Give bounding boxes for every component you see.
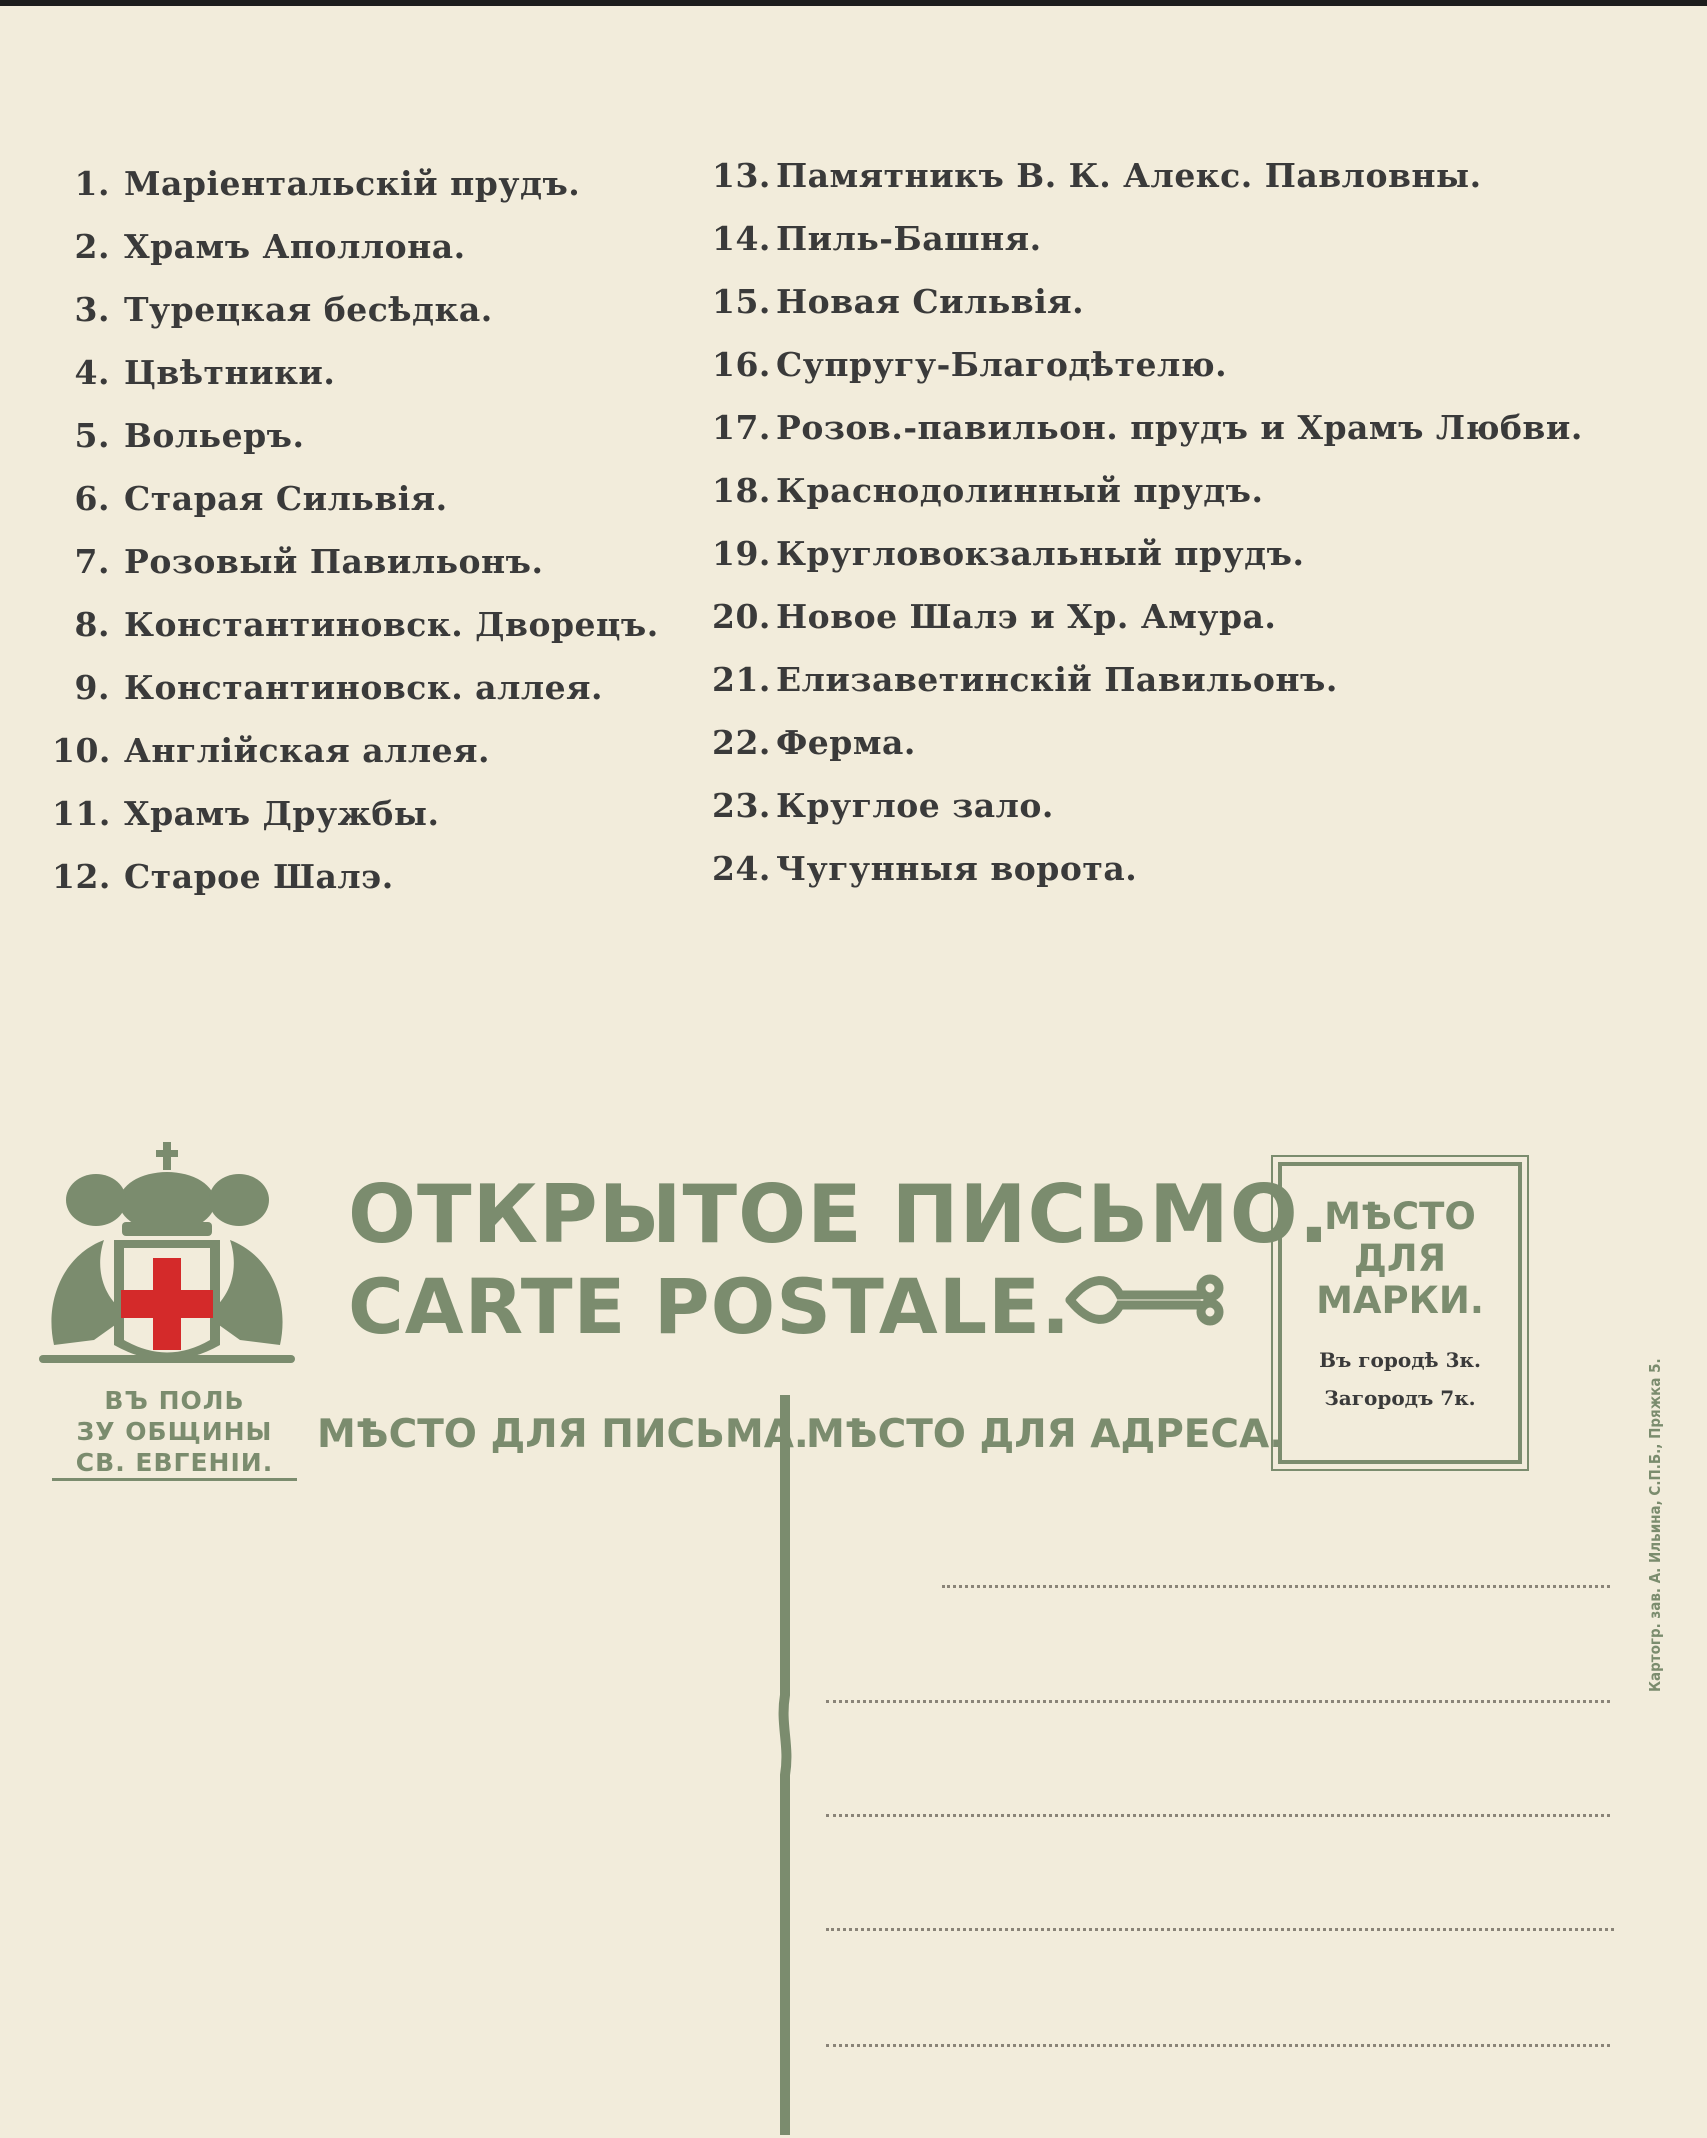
list-item [712,648,1583,711]
item-name: Кругловокзальный прудъ. [776,534,1305,573]
list-item [52,278,659,341]
letter-area-label: МѢСТО ДЛЯ ПИСЬМА. [317,1412,809,1457]
top-edge [0,0,1707,6]
address-line-3 [826,1814,1610,1817]
item-number: 21. [712,660,771,699]
item-number: 11. [52,794,111,833]
address-line-1 [942,1585,1610,1588]
title-russian: ОТКРЫТОЕ ПИСЬМО. [348,1168,1331,1261]
item-name: Пиль-Башня. [776,219,1042,258]
list-item [52,719,659,782]
stamp-line-2: ДЛЯ [1353,1237,1447,1280]
charity-line-3: СВ. ЕВГЕНІИ. [52,1447,297,1481]
places-list-right [712,144,1583,900]
item-number: 12. [52,857,111,896]
item-number: 3. [74,290,110,329]
item-name: Маріентальскій прудъ. [124,164,581,203]
list-item [52,845,659,908]
item-name: Вольеръ. [124,416,305,455]
item-name: Памятникъ В. К. Алекс. Павловны. [776,156,1482,195]
item-number: 14. [712,219,771,258]
list-item [52,467,659,530]
list-item [712,837,1583,900]
item-number: 20. [712,597,771,636]
list-item [712,459,1583,522]
item-name: Турецкая бесѣдка. [124,290,493,329]
list-item [712,144,1583,207]
item-name: Чугунныя ворота. [776,849,1138,888]
item-name: Розовый Павильонъ. [124,542,544,581]
item-name: Англійская аллея. [124,731,490,770]
list-item [712,711,1583,774]
title-french: CARTE POSTALE. [348,1262,1071,1351]
item-name: Ферма. [776,723,916,762]
item-number: 13. [712,156,771,195]
stamp-box [1278,1162,1522,1464]
item-name: Константиновск. Дворецъ. [124,605,659,644]
list-item [52,656,659,719]
list-item [52,215,659,278]
item-number: 8. [74,605,110,644]
item-name: Краснодолинный прудъ. [776,471,1264,510]
item-number: 4. [74,353,110,392]
item-name: Храмъ Дружбы. [124,794,440,833]
center-divider [770,1395,800,2135]
item-number: 18. [712,471,771,510]
list-item [712,207,1583,270]
red-cross-crown-emblem-icon [34,1140,304,1385]
list-item [712,522,1583,585]
item-number: 9. [74,668,110,707]
item-number: 15. [712,282,771,321]
item-number: 19. [712,534,771,573]
item-number: 6. [74,479,110,518]
list-item [712,774,1583,837]
item-name: Старая Сильвія. [124,479,448,518]
item-name: Константиновск. аллея. [124,668,603,707]
stamp-city-price: Въ городѣ 3к. [1319,1348,1481,1372]
item-name: Розов.-павильон. прудъ и Храмъ Любви. [776,408,1583,447]
list-item [52,152,659,215]
ornament-flourish-icon [1060,1270,1230,1330]
list-item [52,782,659,845]
item-name: Новое Шалэ и Хр. Амура. [776,597,1277,636]
item-number: 10. [52,731,111,770]
address-line-2 [826,1700,1610,1703]
list-item [712,396,1583,459]
item-number: 7. [74,542,110,581]
item-name: Старое Шалэ. [124,857,394,896]
charity-line-1: ВЪ ПОЛЬ [104,1386,245,1415]
address-area-label: МѢСТО ДЛЯ АДРЕСА. [806,1412,1285,1457]
item-name: Елизаветинскій Павильонъ. [776,660,1338,699]
item-number: 24. [712,849,771,888]
stamp-line-1: МѢСТО [1324,1195,1476,1238]
item-number: 1. [74,164,110,203]
stamp-out-price: Загородъ 7к. [1324,1386,1476,1410]
list-item [52,404,659,467]
list-item [712,585,1583,648]
item-name: Новая Сильвія. [776,282,1085,321]
charity-line-2: ЗУ ОБЩИНЫ [76,1417,273,1446]
item-number: 22. [712,723,771,762]
item-number: 23. [712,786,771,825]
printer-imprint: Картогр. зав. А. Ильина, С.П.Б., Пряжка 5. [1646,1358,1664,1692]
charity-caption [52,1385,297,1481]
address-line-4 [826,1928,1614,1931]
item-number: 2. [74,227,110,266]
list-item [52,530,659,593]
item-number: 17. [712,408,771,447]
address-line-5 [826,2044,1610,2047]
item-number: 16. [712,345,771,384]
item-number: 5. [74,416,110,455]
list-item [712,270,1583,333]
list-item [52,341,659,404]
list-item [52,593,659,656]
item-name: Храмъ Аполлона. [124,227,466,266]
stamp-line-3: МАРКИ. [1316,1279,1484,1322]
item-name: Супругу-Благодѣтелю. [776,345,1228,384]
item-name: Круглое зало. [776,786,1054,825]
item-name: Цвѣтники. [124,353,336,392]
list-item [712,333,1583,396]
places-list-left [52,152,659,908]
